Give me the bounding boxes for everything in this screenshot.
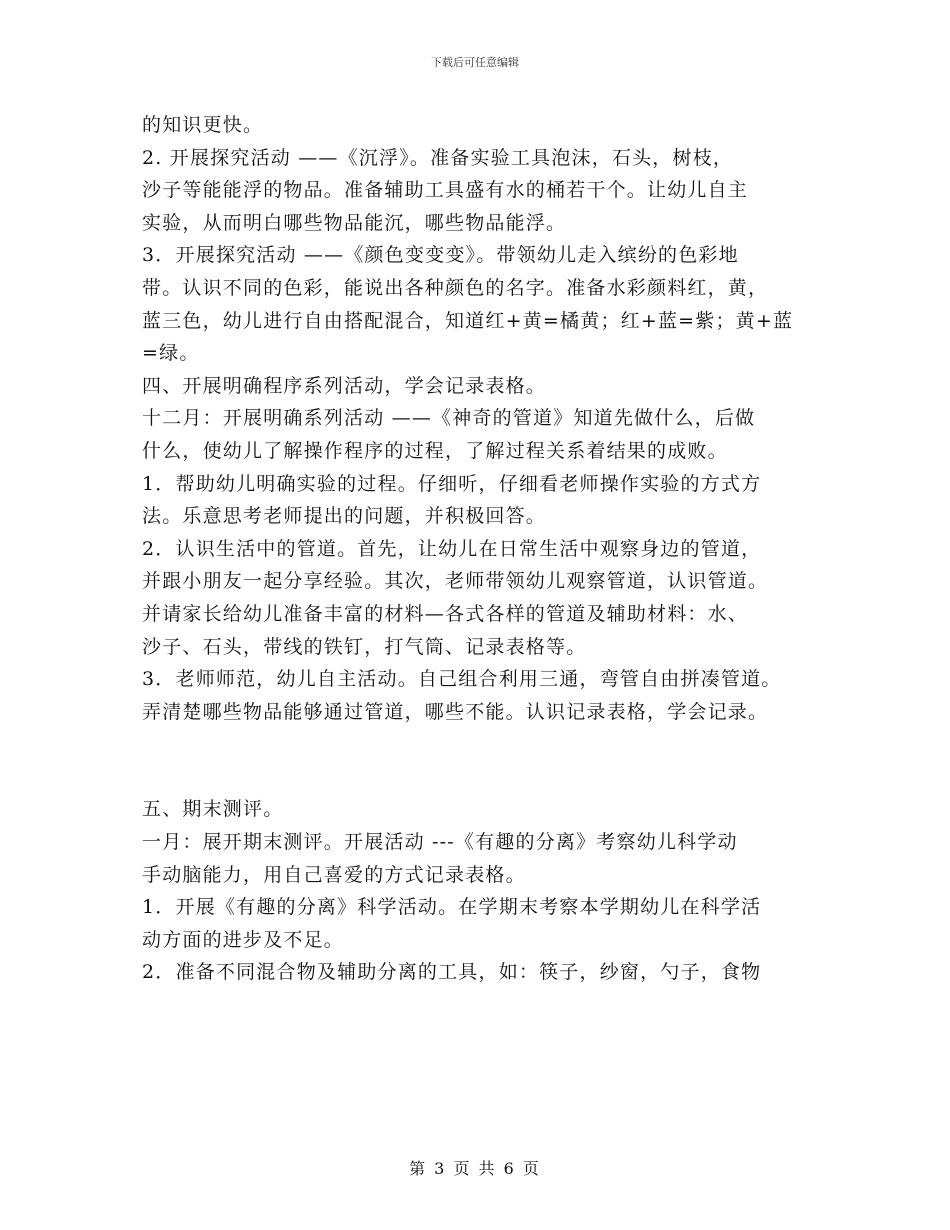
text-line: 十二月：开展明确系列活动 ——《神奇的管道》知道先做什么，后做 <box>142 407 756 430</box>
text-line: 3．开展探究活动 ——《颜色变变变》。带领幼儿走入缤纷的色彩地 <box>142 244 739 267</box>
text-line: 沙子、石头，带线的铁钉，打气筒、记录表格等。 <box>142 635 587 658</box>
text-line: =绿。 <box>142 342 200 365</box>
document-body <box>142 109 832 989</box>
text-line: 实验，从而明白哪些物品能沉，哪些物品能浮。 <box>142 211 567 234</box>
text-line: 2. 开展探究活动 ——《沉浮》。准备实验工具泡沫，石头，树枝， <box>142 146 734 169</box>
text-line: 1．帮助幼儿明确实验的过程。仔细听，仔细看老师操作实验的方式方 <box>142 472 762 495</box>
text-line: 沙子等能能浮的物品。准备辅助工具盛有水的桶若干个。让幼儿自主 <box>142 179 749 202</box>
page-header: 下载后可任意编辑 <box>431 56 519 69</box>
text-line: 2．准备不同混合物及辅助分离的工具，如：筷子，纱窗，勺子，食物 <box>142 961 762 984</box>
text-line: 1．开展《有趣的分离》科学活动。在学期末考察本学期幼儿在科学活 <box>142 896 762 919</box>
text-line: 并跟小朋友一起分享经验。其次，老师带领幼儿观察管道，认识管道。 <box>142 570 769 593</box>
blank-line <box>142 728 832 761</box>
text-line: 带。认识不同的色彩，能说出各种颜色的名字。准备水彩颜料红，黄， <box>142 276 769 299</box>
text-line: 一月：展开期末测评。开展活动 ---《有趣的分离》考察幼儿科学动 <box>142 831 738 854</box>
text-line: 并请家长给幼儿准备丰富的材料—各式各样的管道及辅助材料：水、 <box>142 602 749 625</box>
text-line: 法。乐意思考老师提出的问题，并积极回答。 <box>142 505 547 528</box>
page-footer: 第 3 页 共 6 页 <box>409 1159 541 1178</box>
text-line: 手动脑能力，用自己喜爱的方式记录表格。 <box>142 863 526 886</box>
text-line: 弄清楚哪些物品能够通过管道，哪些不能。认识记录表格，学会记录。 <box>142 700 769 723</box>
text-line: 什么，使幼儿了解操作程序的过程，了解过程关系着结果的成败。 <box>142 439 728 462</box>
text-line: 蓝三色，幼儿进行自由搭配混合，知道红+黄=橘黄；红+蓝=紫；黄+蓝 <box>142 309 794 332</box>
text-line: 的知识更快。 <box>142 114 264 136</box>
text-line: 2．认识生活中的管道。首先，让幼儿在日常生活中观察身边的管道， <box>142 537 762 560</box>
section-heading: 五、期末测评。 <box>142 798 284 821</box>
text-line: 3．老师师范，幼儿自主活动。自己组合利用三通，弯管自由拼凑管道。 <box>142 668 782 691</box>
section-heading: 四、开展明确程序系列活动，学会记录表格。 <box>142 374 547 397</box>
blank-line <box>142 761 832 794</box>
text-line: 动方面的进步及不足。 <box>142 928 345 951</box>
